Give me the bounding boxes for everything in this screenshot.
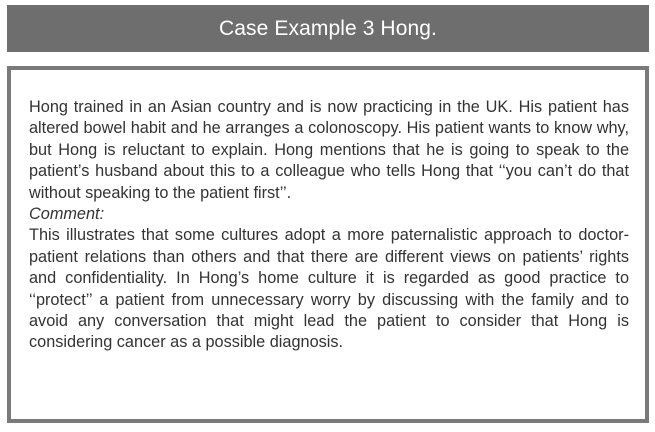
case-content-box [7,66,649,423]
case-narrative: Hong trained in an Asian country and is now practicing in the UK. His patient has altered bowel habit and he arranges a colonoscopy. His patient wants to know why, but Hong is reluctant to explain. Hong mentions that he is going to speak to the patient’s husband about this to a colleague who tells Hong that ‘‘you can’t do that without speaking to the patient first’’. [29,98,629,202]
comment-label: Comment: [29,205,105,224]
case-header-bar [7,5,649,52]
case-title: Case Example 3 Hong. [219,16,437,40]
case-text-block [29,97,629,354]
comment-text: This illustrates that some cultures adopt a more paternalistic approach to doctor-patient relations than others and that there are different views on patients’ rights and confidentiality. In Hong’s home culture it is regarded as good practice to ‘‘protect’’ a patient from unnecessary worry by discussing with the family and to avoid any conversation that might lead the patient to consider that Hong is considering cancer as a possible diagnosis. [29,226,629,352]
